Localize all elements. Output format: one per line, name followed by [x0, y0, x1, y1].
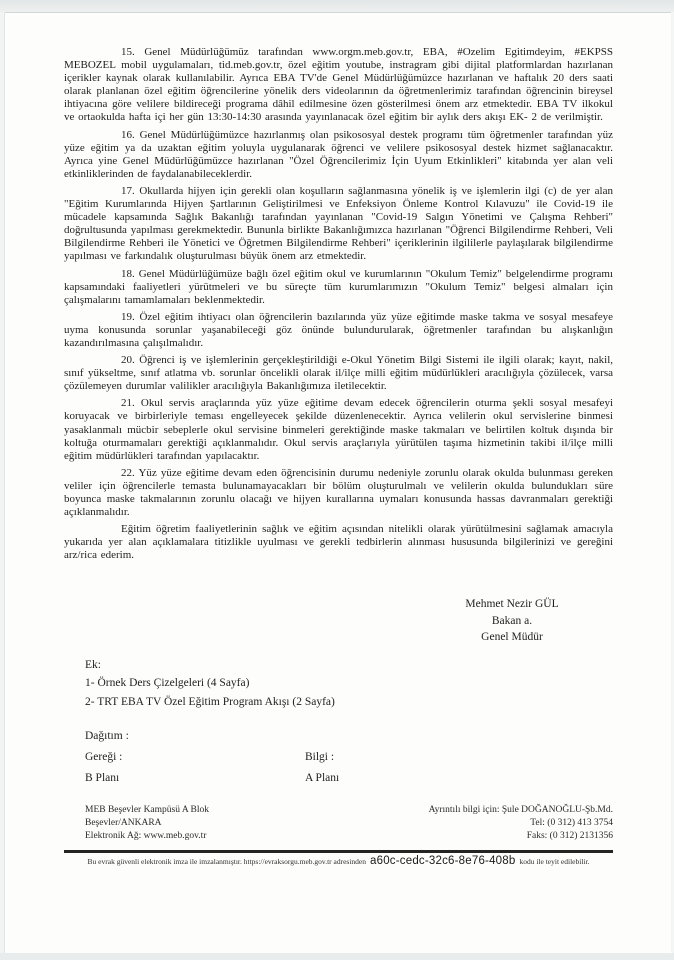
distribution-label: Dağıtım :: [85, 730, 129, 743]
scan-edge-left: [0, 12, 5, 953]
attachments-section: [64, 656, 613, 712]
distribution-grid: [85, 747, 613, 789]
footer-left-line: Beşevler/ANKARA: [85, 818, 162, 829]
distribution-gereci-label: Gereği :: [85, 751, 123, 764]
attachments-list: [85, 674, 613, 711]
numbered-paragraph: 15. Genel Müdürlüğümüz tarafından www.orgm.meb.gov.tr, EBA, #Ozelim Egitimdeyim, #EKPSS MEBOZEL mobil uygulamaları, tid.meb.gov.tr, özel eğitim youtube, instragram gibi dijital platformlardan hazırlanan içerikler kaynak olarak kullanılabilir. Ayrıca EBA TV'de Genel Müdürlüğümüzce hazırlanan ve haftalık 20 ders saati olarak planlanan özel eğitim öğrencilerine yönelik ders videolarının da öğretmenlerimiz tarafından öğrencinin bireysel ihtiyacına göre velilere bildireceği programa dâhil edilmesine özen gösterilmesi önem arz etmektedir. EBA TV ilkokul ve ortaokulda hafta içi her gün 13:30-14:30 arasında yayınlanacak özel eğitim bir aylık ders akışı EK- 2 de verilmiştir.: [64, 46, 613, 124]
verification-line: [64, 855, 613, 867]
footer-right-line: Tel: (0 312) 413 3754: [530, 818, 613, 829]
signature-block: [412, 596, 612, 646]
signer-title: Genel Müdür: [481, 631, 543, 644]
signer-name: Mehmet Nezir GÜL: [465, 598, 559, 611]
footer-left-line: MEB Beşevler Kampüsü A Blok: [85, 805, 210, 816]
footer-divider-rule: [64, 850, 613, 853]
numbered-paragraph: 16. Genel Müdürlüğümüzce hazırlanmış olan psikososyal destek programı tüm öğretmenler tarafından yüz yüze eğitim ya da uzaktan eğitim yoluyla uygulanarak öğrenci ve velilere psikososyal destek hizmet sağlanacaktır. Ayrıca yine Genel Müdürlüğümüzce hazırlanan "Özel Öğrencilerimiz İçin Uyum Etkinlikleri" kitabında yer alan veli etkinliklerinden de faydalanabileceklerdir.: [64, 128, 613, 180]
attachment-item: 2- TRT EBA TV Özel Eğitim Program Akışı (2 Sayfa): [85, 695, 335, 708]
numbered-paragraph: 22. Yüz yüze eğitime devam eden öğrencisinin durumu nedeniyle zorunlu olarak okulda bulunması gereken veliler için öğrencilerle temasta bulunamayacakları bir bölüm oluşturulmalı ve velilerin okulda bulundukları süre boyunca maske takmalarının zorunlu olacağı ve hijyen kurallarına uymaları konusunda hassas davranmaları gerektiği açıklanmalıdır.: [64, 466, 613, 519]
numbered-paragraph: 19. Özel eğitim ihtiyacı olan öğrencilerin bazılarında yüz yüze eğitimde maske takma ve sosyal mesafeye uyma konusunda sorunlar yaşanabileceği göz önünde bulundurularak, öğretmenler tarafından bu alışkanlığın kazandırılmasına çalışılmalıdır.: [64, 310, 613, 349]
attachment-item: 1- Örnek Ders Çizelgeleri (4 Sayfa): [85, 677, 250, 690]
numbered-paragraph: 20. Öğrenci iş ve işlemlerinin gerçekleştirildiği e-Okul Yönetim Bilgi Sistemi ile ilgili olarak; kayıt, nakil, sınıf yükseltme, sınıf atlatma vb. sorunlar öncelikli olarak il/ilçe milli eğitim müdürlükleri aracılığıyla çözülecek, varsa çözülemeyen durumlar valilikler aracılığıyla Bakanlığımıza iletilecektir.: [64, 354, 613, 393]
attachments-label: Ek:: [85, 658, 101, 671]
footer-left-line: Elektronik Ağ: www.meb.gov.tr: [85, 831, 207, 842]
verification-suffix: kodu ile teyit edilebilir.: [519, 857, 590, 867]
numbered-paragraph: 21. Okul servis araçlarında yüz yüze eğitime devam edecek öğrencilerin oturma şekli sosyal mesafeyi koruyacak ve birbirleriyle teması engelleyecek şekilde düzenlenecektir. Ayrıca velilerin okul servislerine binmesi yasaklanmalı mücbir sebeplerle okul servisine binmeleri gerektiğinde maske takmaları ve belirtilen koltuk dışında bir koltuğa oturmamaları gerektiği açıklanmalıdır. Okul servis araçlarıyla yürütülen taşıma hizmetinin takibi il/ilçe milli eğitim müdürlükleri tarafından yapılacaktır.: [64, 397, 613, 462]
footer: [64, 804, 613, 843]
document-content: [64, 46, 613, 867]
numbered-paragraph: 18. Genel Müdürlüğümüze bağlı özel eğitim okul ve kurumlarının "Okulum Temiz" belgelendirme programı kapsamındaki faaliyetleri yürütmeleri ve bu süreçte tüm kurumlarımızın "Okulum Temiz" belgesi almaları için çalışmalarını tamamlamaları beklenmektedir.: [64, 267, 613, 306]
footer-contact-block: [429, 804, 613, 843]
footer-address-block: [85, 804, 209, 843]
scan-edge-top: [0, 0, 674, 13]
distribution-bilgi-label: Bilgi :: [305, 751, 335, 764]
footer-right-line: Ayrıntılı bilgi için: Şule DOĞANOĞLU-Şb.Md.: [428, 805, 613, 816]
verification-prefix: Bu evrak güvenli elektronik imza ile imzalanmıştır. https://evraksorgu.meb.gov.tr adresinden: [87, 857, 367, 867]
verification-code: a60c-cedc-32c6-8e76-408b: [370, 855, 516, 868]
closing-paragraph: Eğitim öğretim faaliyetlerinin sağlık ve eğitim açısından nitelikli olarak yürütülmesini sağlamak amacıyla yukarıda yer alan açıklamalara titizlikle uyulması ve gerekli tedbirlerin alınması hususunda bilgilerinizi ve gereğini arz/rica ederim.: [64, 523, 613, 562]
signer-on-behalf: Bakan a.: [491, 614, 533, 627]
distribution-gereci-value: B Planı: [85, 772, 120, 785]
footer-right-line: Faks: (0 312) 2131356: [526, 831, 613, 842]
distribution-bilgi-value: A Planı: [305, 772, 340, 785]
scan-edge-bottom: [0, 953, 674, 960]
distribution-section: [64, 726, 613, 789]
document-body: [64, 46, 613, 519]
numbered-paragraph: 17. Okullarda hijyen için gerekli olan koşulların sağlanmasına yönelik iş ve işlemlerin ilgi (c) de yer alan "Eğitim Kurumlarında Hijyen Şartlarının Geliştirilmesi ve Enfeksiyon Önleme Kontrol Kılavuzu" ile Covid-19 ile mücadele kapsamında Sağlık Bakanlığı tarafından yayınlanan "Covid-19 Salgın Yönetimi ve Çalışma Rehberi" doğrultusunda yapılması gerekmektedir. Bununla birlikte Bakanlığımızca hazırlanan "Öğrenci Bilgilendirme Rehberi, Veli Bilgilendirme Rehberi ile Yönetici ve Öğretmen Bilgilendirme Rehberi" içeriklerinin ilgililerle paylaşılarak bilgilendirme yapılması ve farkındalık oluşturulması büyük önem arz etmektedir.: [64, 184, 613, 263]
